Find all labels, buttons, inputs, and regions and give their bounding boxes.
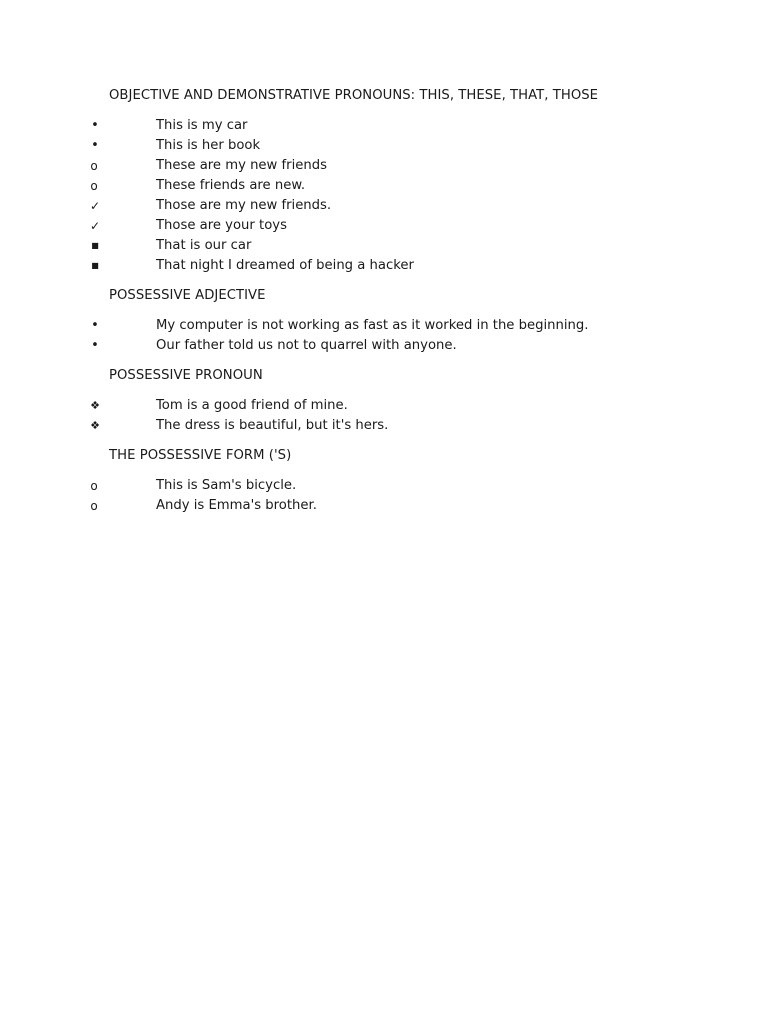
- hollow-circle-bullet-icon: o: [90, 499, 98, 513]
- list-item: [91, 116, 709, 136]
- section-title: OBJECTIVE AND DEMONSTRATIVE PRONOUNS: THIS, THESE, THAT, THOSE: [109, 88, 599, 103]
- list-item-text: These are my new friends: [156, 158, 327, 173]
- section-title: POSSESSIVE ADJECTIVE: [109, 288, 266, 303]
- list-item: [90, 476, 709, 496]
- list-item: [91, 336, 709, 356]
- section-title: POSSESSIVE PRONOUN: [109, 368, 263, 383]
- list-item: [90, 396, 709, 416]
- filled-circle-bullet-icon: •: [91, 338, 99, 353]
- list-item-text: That is our car: [156, 238, 252, 253]
- square-bullet-icon: ■: [91, 261, 99, 270]
- diamond-bullet-icon: ❖: [90, 419, 100, 432]
- list-item-text: My computer is not working as fast as it worked in the beginning.: [156, 318, 589, 333]
- bullet-list: [89, 116, 709, 276]
- diamond-bullet-icon: ❖: [90, 399, 100, 412]
- list-item: [91, 136, 709, 156]
- list-item: [91, 256, 709, 276]
- checkmark-bullet-icon: ✓: [89, 219, 101, 233]
- list-item-text: These friends are new.: [156, 178, 306, 193]
- list-item: [91, 236, 709, 256]
- section-demonstrative-pronouns: [89, 86, 709, 276]
- list-item: [90, 416, 709, 436]
- list-item-text: Those are your toys: [156, 218, 287, 233]
- list-item-text: This is her book: [156, 138, 261, 153]
- bullet-list: [91, 316, 709, 356]
- list-item-text: Andy is Emma's brother.: [156, 498, 317, 513]
- hollow-circle-bullet-icon: o: [90, 479, 98, 493]
- filled-circle-bullet-icon: •: [91, 318, 99, 333]
- list-item: [90, 176, 709, 196]
- list-item-text: Those are my new friends.: [156, 198, 332, 213]
- list-item: [89, 216, 709, 236]
- list-item: [90, 496, 709, 516]
- list-item-text: This is Sam's bicycle.: [156, 478, 297, 493]
- section-title: THE POSSESSIVE FORM ('S): [109, 448, 292, 463]
- section-possessive-adjective: [91, 286, 709, 356]
- filled-circle-bullet-icon: •: [91, 118, 99, 133]
- list-item: [90, 156, 709, 176]
- section-possessive-form: [90, 446, 709, 516]
- list-item-text: Tom is a good friend of mine.: [156, 398, 348, 413]
- hollow-circle-bullet-icon: o: [90, 159, 98, 173]
- list-item-text: The dress is beautiful, but it's hers.: [156, 418, 389, 433]
- list-item: [89, 196, 709, 216]
- square-bullet-icon: ■: [91, 241, 99, 250]
- bullet-list: [90, 476, 709, 516]
- section-possessive-pronoun: [90, 366, 709, 436]
- document-body: [89, 86, 709, 516]
- list-item: [91, 316, 709, 336]
- list-item-text: This is my car: [156, 118, 248, 133]
- checkmark-bullet-icon: ✓: [89, 199, 101, 213]
- filled-circle-bullet-icon: •: [91, 138, 99, 153]
- list-item-text: That night I dreamed of being a hacker: [156, 258, 414, 273]
- list-item-text: Our father told us not to quarrel with anyone.: [156, 338, 457, 353]
- bullet-list: [90, 396, 709, 436]
- hollow-circle-bullet-icon: o: [90, 179, 98, 193]
